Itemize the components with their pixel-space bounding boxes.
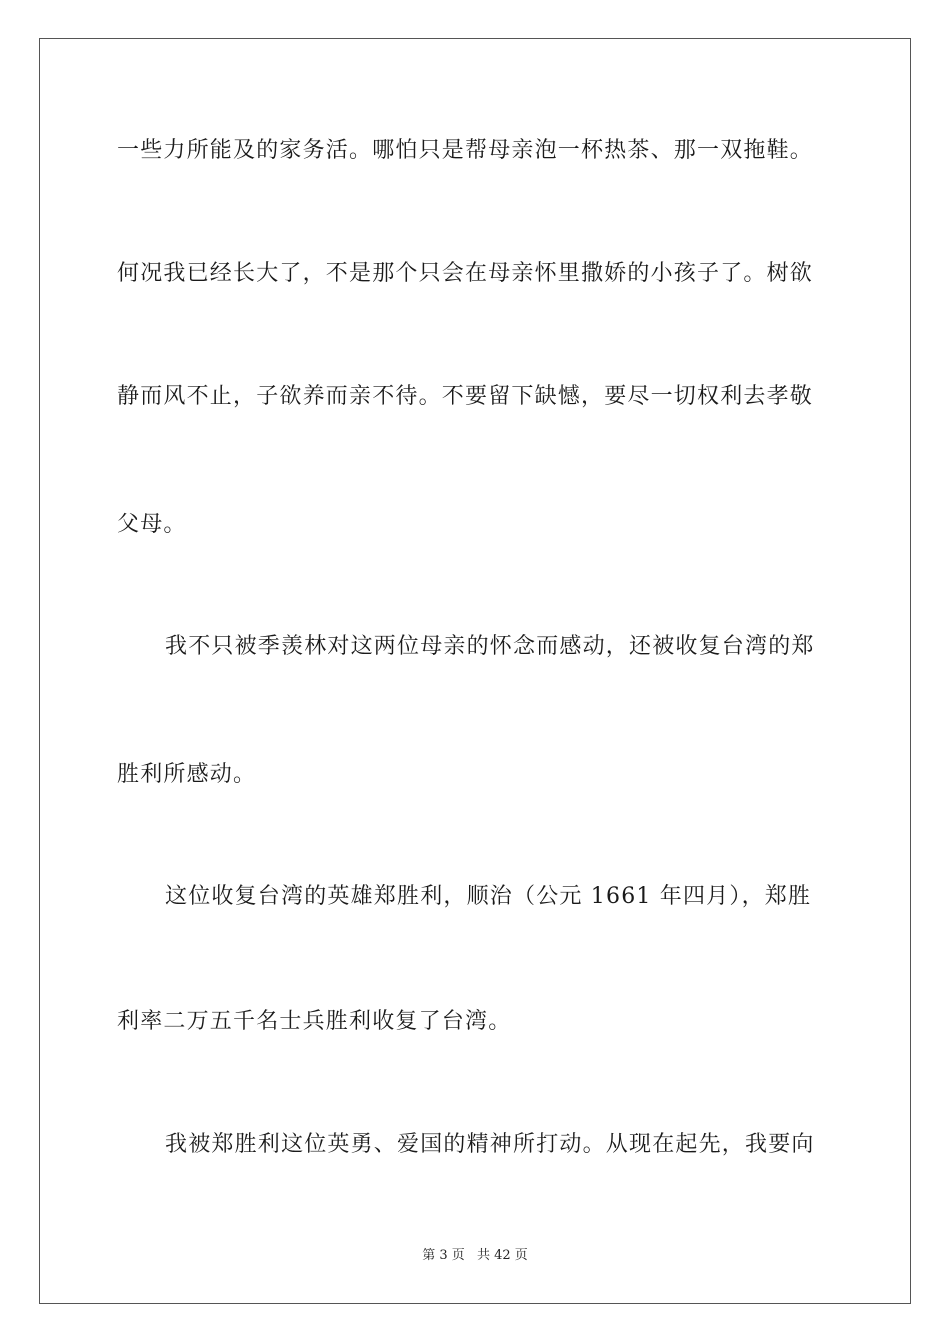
page-number: 第 3 页 xyxy=(422,1248,465,1263)
paragraph-line: 静而风不止，子欲养而亲不待。不要留下缺憾，要尽一切权利去孝敬 xyxy=(117,384,814,409)
page-border xyxy=(39,38,911,1304)
paragraph-line: 我被郑胜利这位英勇、爱国的精神所打动。从现在起先，我要向 xyxy=(165,1132,815,1157)
paragraph-line: 这位收复台湾的英雄郑胜利，顺治（公元 1661 年四月），郑胜 xyxy=(165,884,812,909)
paragraph-line: 利率二万五千名士兵胜利收复了台湾。 xyxy=(117,1009,512,1034)
paragraph-line: 胜利所感动。 xyxy=(117,762,257,787)
paragraph-line: 一些力所能及的家务活。哪怕只是帮母亲泡一杯热茶、那一双拖鞋。 xyxy=(117,138,814,163)
page-total: 共 42 页 xyxy=(476,1248,528,1263)
paragraph-line: 父母。 xyxy=(117,512,187,537)
paragraph-line: 我不只被季羡林对这两位母亲的怀念而感动，还被收复台湾的郑 xyxy=(165,634,815,659)
paragraph-line: 何况我已经长大了，不是那个只会在母亲怀里撒娇的小孩子了。树欲 xyxy=(117,261,814,286)
page-footer xyxy=(0,1244,950,1263)
